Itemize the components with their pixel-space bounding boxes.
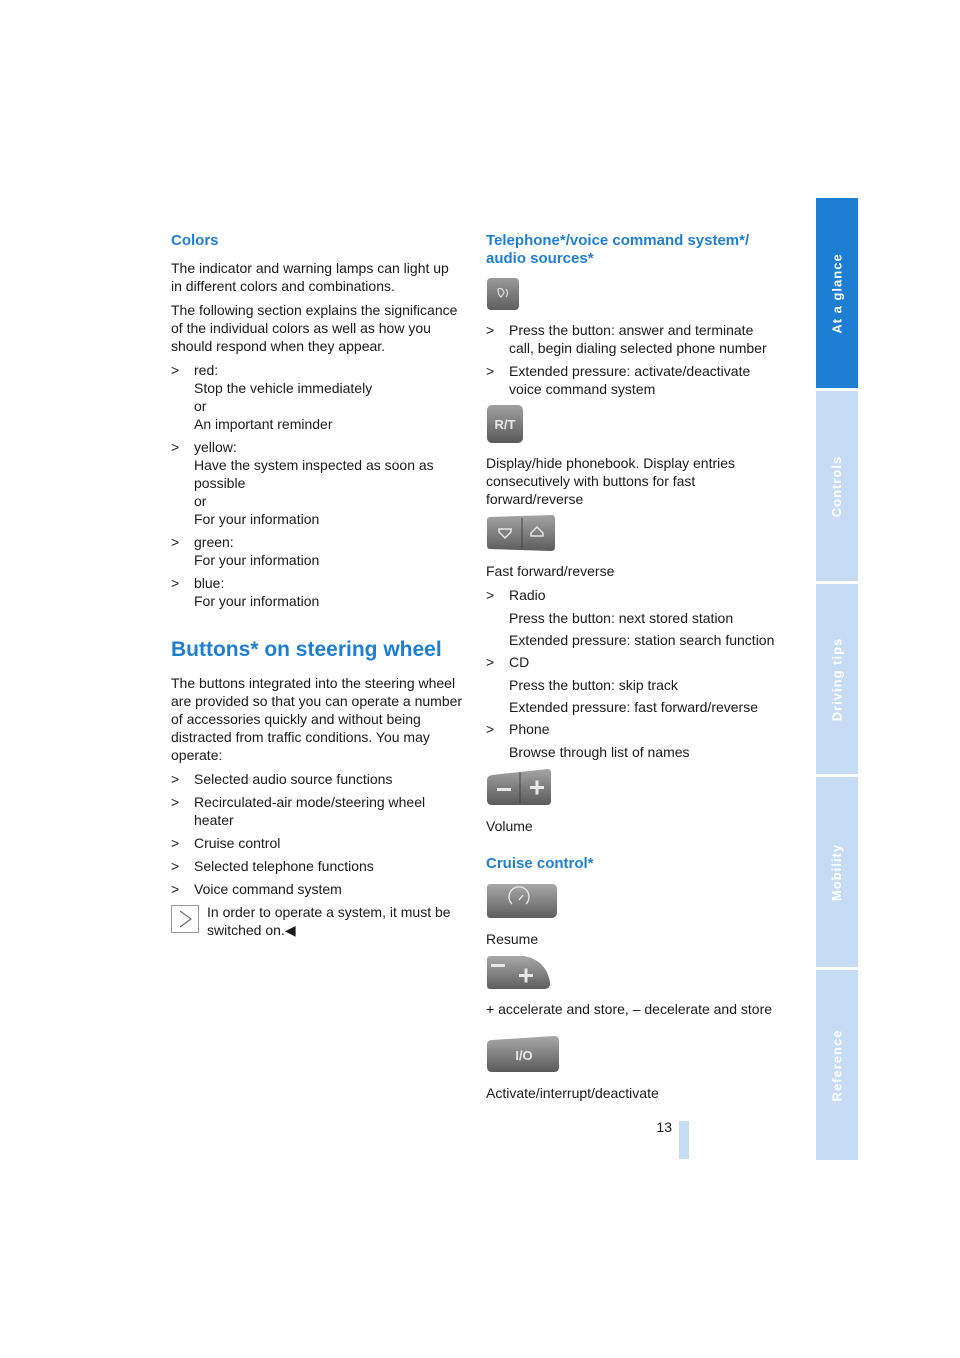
list-item: > red: Stop the vehicle immediately or An important reminder (171, 362, 373, 432)
page-number: 13 (656, 1119, 672, 1135)
list-item: > CD (486, 654, 530, 670)
volume-button-icon (486, 767, 552, 807)
tab-mobility[interactable]: Mobility (816, 777, 858, 967)
list-item: > Recirculated-air mode/steering wheel heater (171, 794, 426, 828)
buttons-heading: Buttons* on steering wheel (171, 638, 442, 661)
io-text: Activate/interrupt/deactivate (486, 1085, 659, 1101)
rt-button-icon (486, 404, 524, 444)
bullet-icon: > (486, 363, 495, 379)
colors-paragraph-2: The following section explains the significance of the individual colors as well as how you should respond when they appear. (171, 302, 458, 354)
voice-button-icon (486, 277, 520, 311)
bullet-icon: > (171, 575, 180, 591)
left-column (171, 232, 463, 939)
note-box (171, 903, 463, 939)
colors-heading: Colors (171, 232, 219, 249)
right-column: Telephone*/voice command system*/ audio sources* > Press the button: answer and terminate call, begin dialing selected phone number > Extended pressure: activate/deactivate voice command system R/T Display/hide phonebook. Display entries consecutively with buttons for fast forward/reverse Fast forward/reverse > Radio Press the button: next stored station Extended pressure: station search function > CD Press the button: skip track Extended pressure: fast forward/reverse > Phone Browse through list of names Volume Cruise control* Resume + accelerate and store, – decelerate and store I/O Activate/interrupt/deactivate (486, 232, 782, 1108)
fast-forward-reverse-button-icon (486, 514, 556, 552)
tab-reference[interactable]: Reference (816, 970, 858, 1160)
list-item: > Phone (486, 721, 550, 737)
io-button-icon (486, 1034, 560, 1074)
buttons-paragraph: The buttons integrated into the steering wheel are provided so that you can operate a number of accessories quickly and without being distracted from traffic conditions. You may operate: (171, 675, 463, 763)
bullet-icon: > (171, 771, 180, 787)
tab-at-a-glance[interactable]: At a glance (816, 198, 858, 388)
section-tabs (816, 198, 858, 1163)
tab-controls[interactable]: Controls (816, 391, 858, 581)
fast-forward-reverse-text: Fast forward/reverse (486, 563, 615, 579)
telephone-heading: Telephone*/voice command system*/ audio sources* (486, 232, 750, 267)
bullet-icon: > (486, 654, 495, 670)
colors-paragraph-1: The indicator and warning lamps can light up in different colors and combinations. (171, 260, 449, 294)
list-item: > Extended pressure: activate/deactivate voice command system (486, 363, 751, 397)
bullet-icon: > (171, 881, 180, 897)
list-item: > Selected audio source functions (171, 771, 393, 787)
bullet-icon: > (171, 858, 180, 874)
colors-list (171, 361, 463, 610)
resume-text: Resume (486, 931, 539, 947)
bullet-icon: > (171, 835, 180, 851)
bullet-icon: > (171, 794, 180, 810)
bullet-icon: > (486, 322, 495, 338)
list-item: > Press the button: answer and terminate call, begin dialing selected phone number (486, 322, 767, 356)
list-item: > blue: For your information (171, 575, 320, 609)
tab-driving-tips[interactable]: Driving tips (816, 584, 858, 774)
buttons-list (171, 770, 463, 898)
list-item: > Voice command system (171, 881, 342, 897)
volume-text: Volume (486, 818, 533, 834)
bullet-icon: > (171, 362, 180, 378)
list-item: > Selected telephone functions (171, 858, 374, 874)
note-text: In order to operate a system, it must be switched on.◀ (207, 904, 451, 938)
io-label: I/O (515, 1048, 533, 1063)
resume-button-icon (486, 882, 558, 920)
list-item: > Cruise control (171, 835, 281, 851)
rt-label: R/T (494, 417, 516, 432)
bullet-icon: > (171, 534, 180, 550)
list-item: > Radio (486, 587, 546, 603)
accelerate-decelerate-button-icon (486, 954, 552, 990)
accelerate-text: + accelerate and store, – decelerate and store (486, 1001, 773, 1017)
list-item: > yellow: Have the system inspected as soon as possible or For your information (171, 439, 434, 527)
rt-description: Display/hide phonebook. Display entries consecutively with buttons for fast forward/reverse (486, 455, 736, 507)
page-marker (679, 1121, 689, 1159)
bullet-icon: > (486, 721, 495, 737)
bullet-icon: > (486, 587, 495, 603)
cruise-control-heading: Cruise control* (486, 855, 594, 872)
bullet-icon: > (171, 439, 180, 455)
list-item: > green: For your information (171, 534, 320, 568)
note-arrow-icon (171, 905, 199, 933)
